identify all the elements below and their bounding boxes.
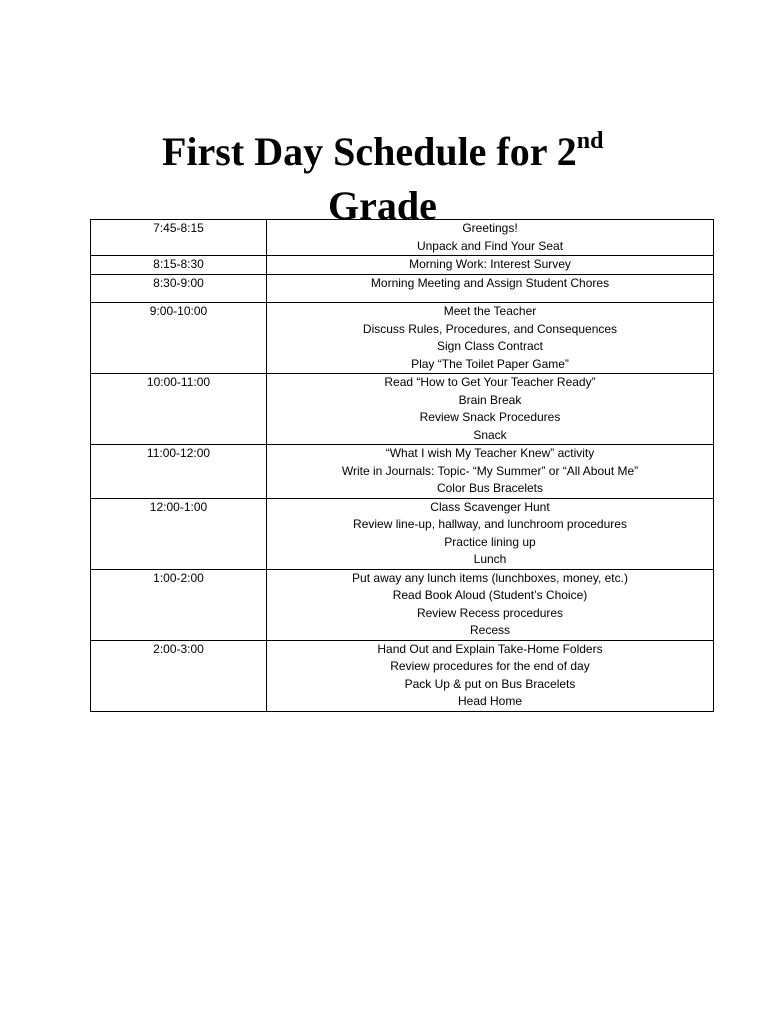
activities-cell [267,640,714,711]
activities-cell [267,445,714,499]
activity-item: Discuss Rules, Procedures, and Consequences [362,321,618,336]
activity-item: Class Scavenger Hunt [430,499,550,514]
table-row [91,569,714,640]
activities-cell [267,498,714,569]
activity-item: Put away any lunch items (lunchboxes, money, etc.) [352,570,628,585]
activity-item: Review procedures for the end of day [390,659,590,673]
activities-cell [267,303,714,374]
activity-item: Head Home [457,694,523,708]
schedule-table [90,219,714,712]
activity-item: Lunch [473,552,507,566]
activity-item: Write in Journals: Topic- “My Summer” or “All About Me” [341,463,639,478]
page-title [0,125,768,233]
activity-item: Play “The Toilet Paper Game” [411,356,569,371]
time-cell: 10:00-11:00 [91,374,267,445]
activity-item: Greetings! [462,221,518,235]
time-cell: 8:15-8:30 [91,256,267,275]
time-cell: 8:30-9:00 [91,274,267,303]
activities-cell [267,274,714,303]
table-row [91,498,714,569]
table-row [91,303,714,374]
activity-item: Read Book Aloud (Student’s Choice) [392,588,588,602]
activity-item: Unpack and Find Your Seat [416,238,564,253]
activity-item: Review Recess procedures [416,605,564,620]
activity-item: Pack Up & put on Bus Bracelets [404,676,576,691]
time-cell: 9:00-10:00 [91,303,267,374]
activity-item: “What I wish My Teacher Knew” activity [385,446,595,460]
title-line-2: Grade [328,182,437,228]
table-row [91,374,714,445]
time-cell: 1:00-2:00 [91,569,267,640]
activity-item: Review Snack Procedures [419,410,561,424]
time-cell: 12:00-1:00 [91,498,267,569]
activity-item: Hand Out and Explain Take-Home Folders [377,641,603,656]
time-cell: 2:00-3:00 [91,640,267,711]
activities-cell [267,569,714,640]
time-cell: 7:45-8:15 [91,220,267,256]
activity-item: Color Bus Bracelets [436,481,544,495]
table-row [91,640,714,711]
activity-item: Review line-up, hallway, and lunchroom procedures [353,517,627,531]
activities-cell [267,256,714,275]
activities-cell [267,220,714,256]
activity-item: Practice lining up [444,534,536,549]
table-row [91,256,714,275]
table-row [91,274,714,303]
title-ordinal-superscript: nd [576,127,604,154]
activity-item: Brain Break [458,392,522,407]
title-line-1 [0,125,768,179]
activity-item: Morning Meeting and Assign Student Chores [370,275,610,290]
activity-item: Snack [473,427,507,442]
table-row [91,220,714,256]
activities-cell [267,374,714,445]
activity-item: Morning Work: Interest Survey [409,257,571,271]
activity-item: Meet the Teacher [443,304,537,318]
title-text: First Day Schedule for 2 [162,128,577,174]
activity-item: Recess [469,623,510,637]
time-cell: 11:00-12:00 [91,445,267,499]
activity-item: Sign Class Contract [436,339,544,353]
table-row [91,445,714,499]
activity-item: Read “How to Get Your Teacher Ready” [384,375,596,389]
